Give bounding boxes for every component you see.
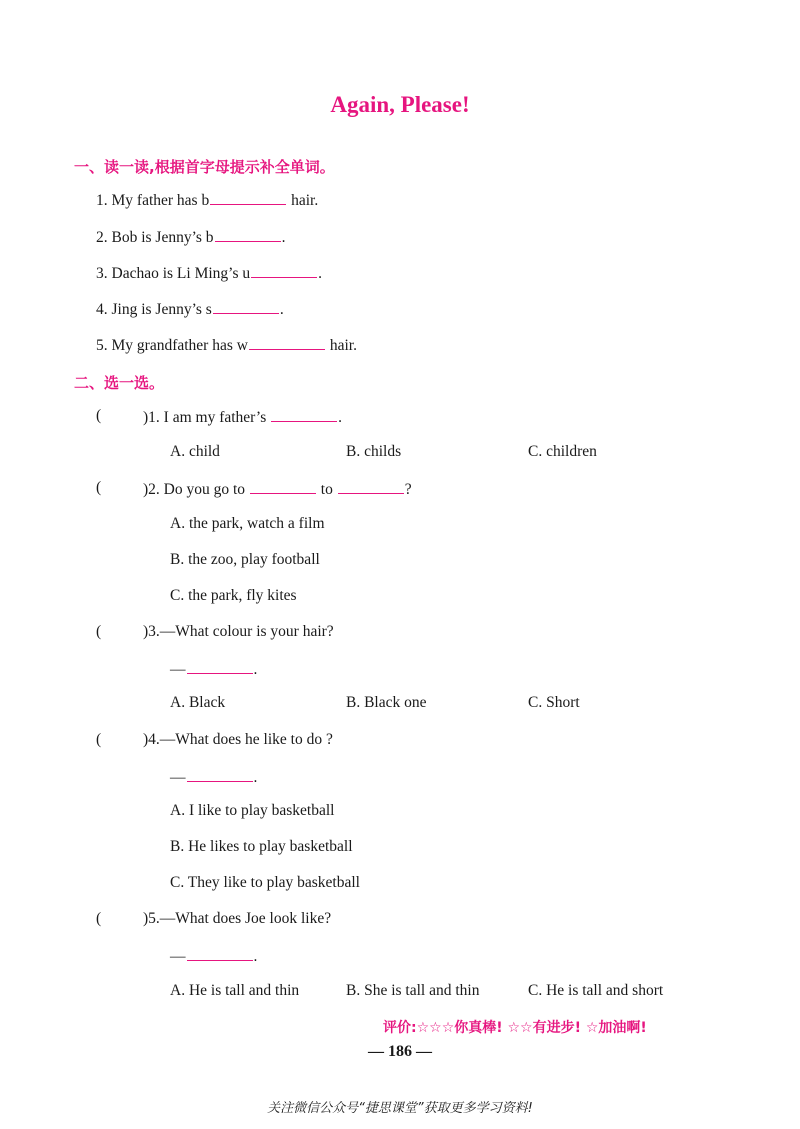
fill-item-text: 4. Jing is Jenny’s s <box>96 301 212 318</box>
answer-blank[interactable] <box>215 227 281 242</box>
fill-item-suffix: hair. <box>325 337 357 354</box>
page-number: — 186 — <box>368 1043 432 1060</box>
option-c[interactable]: C. Short <box>528 694 580 711</box>
question-5 <box>143 910 331 928</box>
answer-paren-open: ( <box>96 407 102 424</box>
fill-item-suffix: hair. <box>287 192 319 209</box>
option-a[interactable]: A. He is tall and thin <box>170 982 300 999</box>
fill-item-text: 2. Bob is Jenny’s b <box>96 229 214 246</box>
answer-end: . <box>253 948 258 965</box>
answer-blank[interactable] <box>251 263 317 278</box>
answer-blank[interactable] <box>271 407 337 422</box>
fill-item-suffix: . <box>281 229 286 246</box>
question-end: . <box>338 409 343 426</box>
answer-line <box>170 946 257 966</box>
option-b[interactable]: B. the zoo, play football <box>170 551 320 568</box>
fill-item-text: 5. My grandfather has w <box>96 337 248 354</box>
evaluation-text: 评价:☆☆☆你真棒! ☆☆有进步! ☆加油啊! <box>383 1020 647 1036</box>
answer-paren-open: ( <box>96 731 102 748</box>
option-b[interactable]: B. He likes to play basketball <box>170 838 353 855</box>
option-c[interactable]: C. They like to play basketball <box>170 874 360 891</box>
question-1 <box>143 407 342 427</box>
option-c[interactable]: C. the park, fly kites <box>170 587 297 604</box>
fill-item-suffix: . <box>318 265 322 282</box>
page-title: Again, Please! <box>330 92 470 117</box>
answer-paren-open: ( <box>96 479 102 496</box>
option-b[interactable]: B. Black one <box>346 694 427 711</box>
answer-blank[interactable] <box>187 659 253 674</box>
answer-line <box>170 767 257 787</box>
option-c[interactable]: C. He is tall and short <box>528 982 664 999</box>
option-b[interactable]: B. childs <box>346 443 402 460</box>
answer-end: . <box>253 769 258 786</box>
answer-paren-open: ( <box>96 910 102 927</box>
question-mid: to <box>320 481 333 498</box>
question-end: ? <box>404 481 412 498</box>
fill-item-1 <box>96 190 318 210</box>
fill-item-text: 1. My father has b <box>96 192 210 209</box>
section-1-heading: 一、读一读,根据首字母提示补全单词。 <box>74 158 335 176</box>
question-number: )1. <box>143 409 160 426</box>
answer-blank[interactable] <box>249 335 325 350</box>
question-number: )5. <box>143 910 160 927</box>
question-text: —What does he like to do ? <box>159 731 333 748</box>
option-b[interactable]: B. She is tall and thin <box>346 982 480 999</box>
answer-line <box>170 659 257 679</box>
option-a[interactable]: A. Black <box>170 694 226 711</box>
question-number: )3. <box>143 623 160 640</box>
fill-item-2 <box>96 227 285 247</box>
option-c[interactable]: C. children <box>528 443 597 460</box>
answer-blank[interactable] <box>338 479 404 494</box>
answer-blank[interactable] <box>250 479 316 494</box>
fill-item-5 <box>96 335 357 355</box>
question-number: )2. <box>143 481 160 498</box>
answer-blank[interactable] <box>187 946 253 961</box>
answer-paren-open: ( <box>96 623 102 640</box>
section-2-heading: 二、选一选。 <box>74 374 165 392</box>
answer-blank[interactable] <box>187 767 253 782</box>
option-a[interactable]: A. child <box>170 443 220 460</box>
fill-item-suffix: . <box>279 301 284 318</box>
fill-item-text: 3. Dachao is Li Ming’s u <box>96 265 251 282</box>
answer-blank[interactable] <box>210 190 286 205</box>
question-text: —What colour is your hair? <box>159 623 334 640</box>
option-a[interactable]: A. the park, watch a film <box>170 515 325 532</box>
answer-blank[interactable] <box>213 299 279 314</box>
fill-item-4 <box>96 299 284 319</box>
question-text: I am my father’s <box>163 409 267 426</box>
answer-dash: — <box>170 769 186 786</box>
answer-end: . <box>253 661 258 678</box>
answer-dash: — <box>170 948 186 965</box>
fill-item-3 <box>96 263 322 283</box>
question-3 <box>143 623 334 641</box>
question-number: )4. <box>143 731 160 748</box>
question-text: —What does Joe look like? <box>159 910 332 927</box>
answer-dash: — <box>170 661 186 678</box>
question-text: Do you go to <box>163 481 246 498</box>
footer-note: 关注微信公众号“捷思课堂”获取更多学习资料! <box>267 1101 533 1116</box>
option-a[interactable]: A. I like to play basketball <box>170 802 335 819</box>
question-4 <box>143 731 333 749</box>
question-2 <box>143 479 412 499</box>
